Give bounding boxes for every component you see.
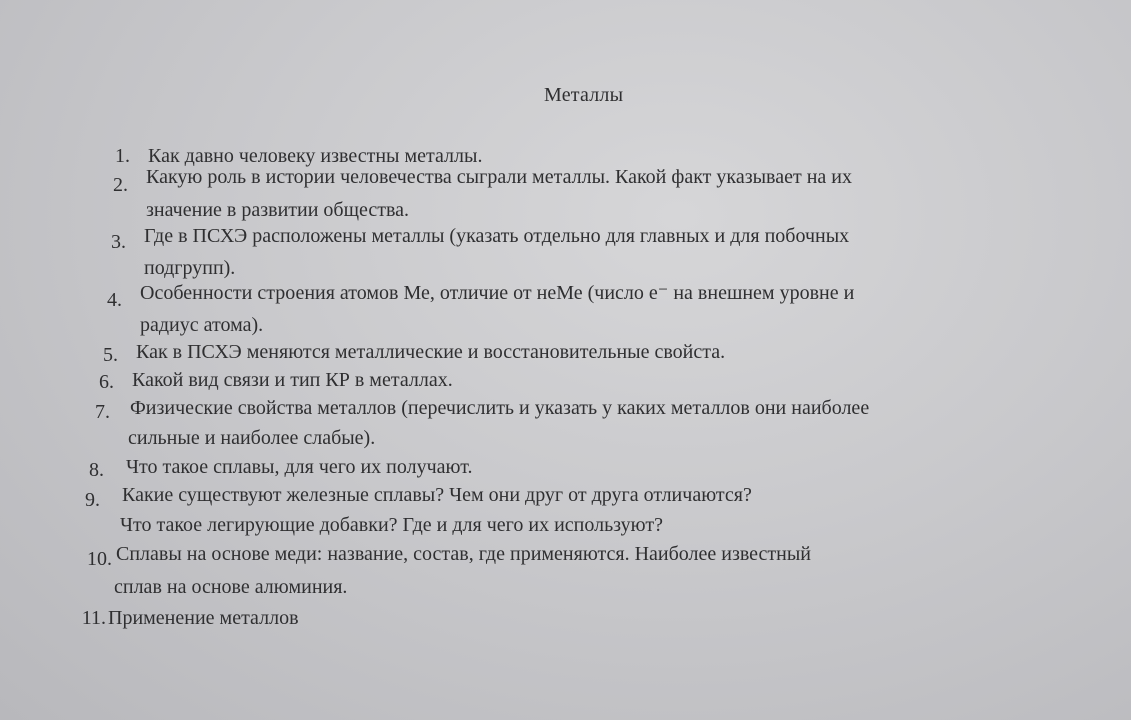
- item-number: 7.: [95, 401, 110, 423]
- item-text: Что такое сплавы, для чего их получают.: [126, 456, 473, 478]
- item-number: 10.: [87, 548, 112, 570]
- document-title: Металлы: [544, 84, 624, 106]
- item-text: Физические свойства металлов (перечислить и указать у каких металлов они наиболее: [130, 397, 870, 419]
- item-number: 1.: [115, 145, 130, 167]
- item-text: сильные и наиболее слабые).: [128, 427, 376, 449]
- item-number: 5.: [103, 344, 118, 366]
- item-text: Какие существуют железные сплавы? Чем они друг от друга отличаются?: [122, 484, 752, 506]
- item-text: Какой вид связи и тип КР в металлах.: [132, 369, 453, 391]
- item-number: 4.: [107, 289, 122, 311]
- item-text: значение в развитии общества.: [146, 199, 410, 221]
- item-text: Где в ПСХЭ расположены металлы (указать отдельно для главных и для побочных: [144, 225, 850, 247]
- item-number: 6.: [99, 371, 114, 393]
- item-text: Особенности строения атомов Ме, отличие от неМе (число е⁻ на внешнем уровне и: [140, 282, 855, 304]
- item-text: Как давно человеку известны металлы.: [148, 145, 483, 167]
- item-text: Применение металлов: [108, 607, 299, 629]
- item-number: 11.: [81, 607, 106, 629]
- item-number: 2.: [113, 174, 128, 196]
- item-number: 9.: [85, 489, 100, 511]
- item-text: сплав на основе алюминия.: [114, 576, 348, 598]
- item-text: Как в ПСХЭ меняются металлические и восстановительные свойста.: [136, 341, 726, 363]
- item-text: подгрупп).: [144, 257, 236, 279]
- item-text: Что такое легирующие добавки? Где и для чего их используют?: [120, 514, 663, 536]
- item-number: 8.: [89, 459, 104, 481]
- item-text: Какую роль в истории человечества сыграли металлы. Какой факт указывает на их: [146, 166, 852, 188]
- item-text: Сплавы на основе меди: название, состав, где применяются. Наиболее известный: [116, 543, 811, 565]
- item-text: радиус атома).: [140, 314, 264, 336]
- item-number: 3.: [111, 231, 126, 253]
